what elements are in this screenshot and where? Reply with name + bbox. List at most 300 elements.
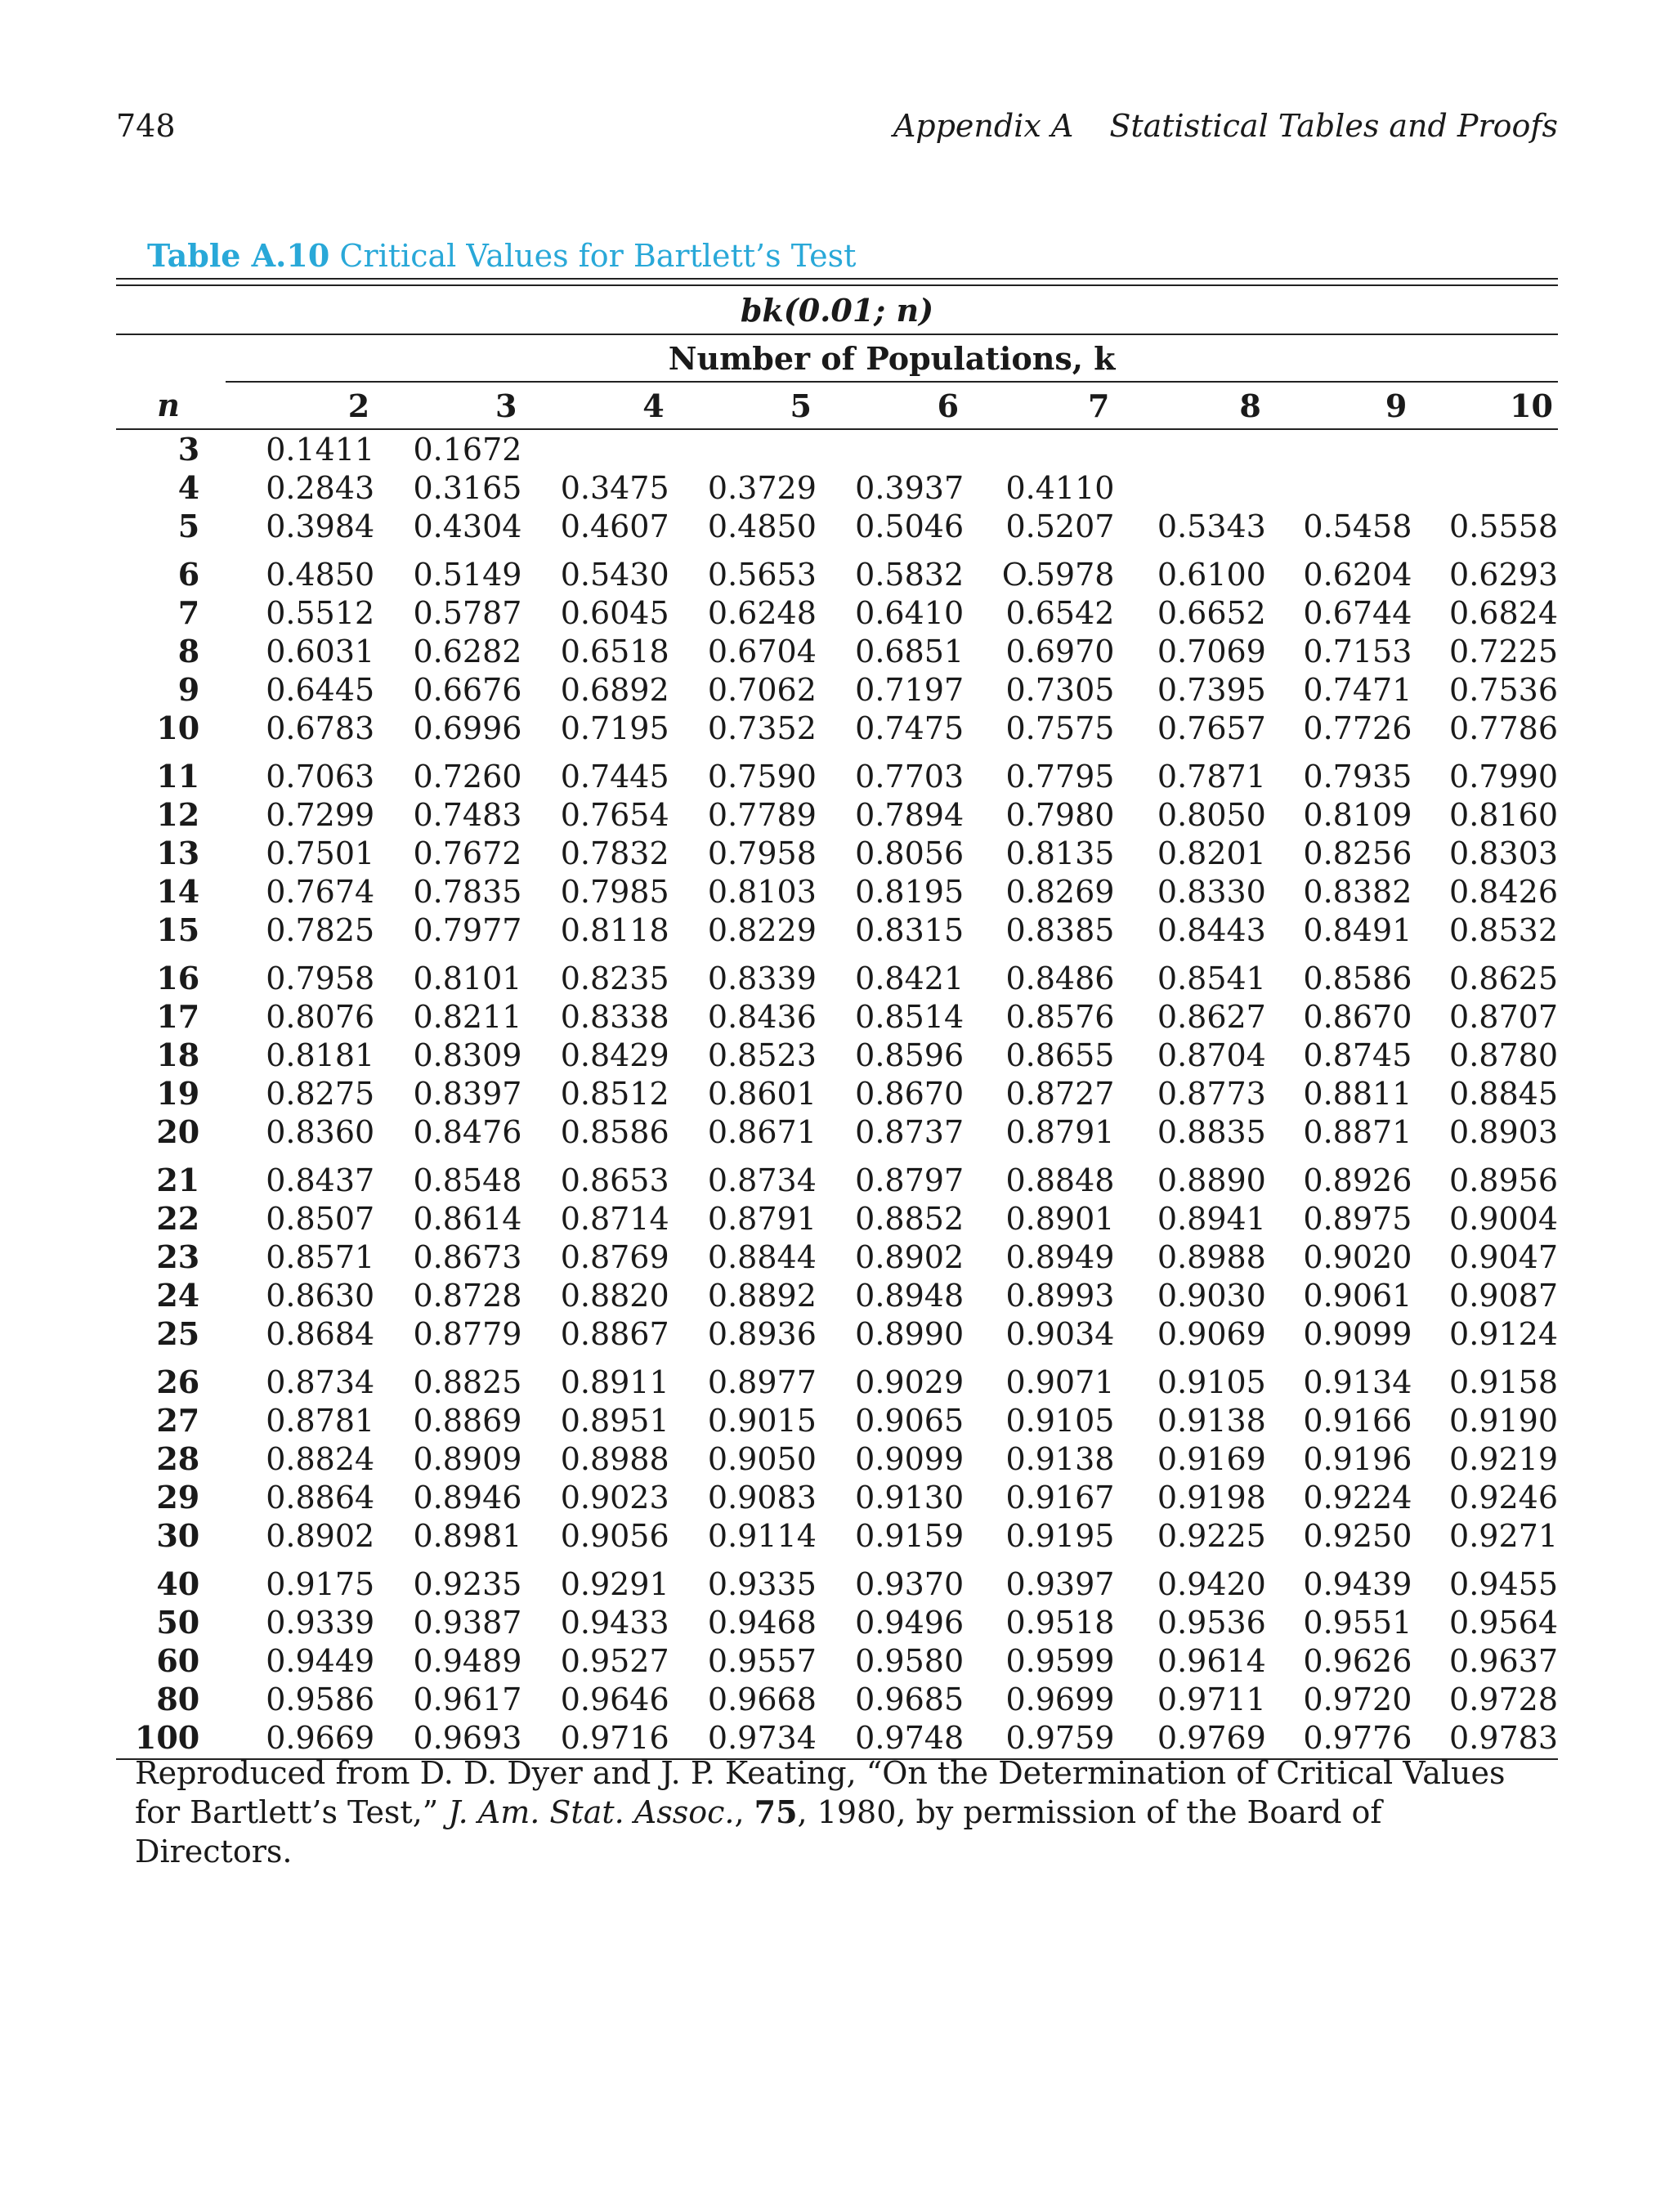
table-cell: 0.8811	[1303, 1075, 1412, 1112]
table-cell: 0.8988	[560, 1440, 669, 1477]
table-cell: 0.8779	[413, 1315, 522, 1352]
table-cell: 0.8988	[1157, 1238, 1266, 1275]
row-n-label: 19	[156, 1075, 200, 1112]
table-cell: 0.8571	[266, 1238, 375, 1275]
table-cell: 0.8076	[266, 998, 375, 1035]
table-cell: 0.4304	[413, 508, 522, 544]
table-cell: 0.8443	[1157, 911, 1266, 948]
table-cell: 0.2843	[266, 469, 375, 506]
table-cell: 0.8835	[1157, 1113, 1266, 1150]
table-cell: 0.9557	[707, 1642, 817, 1679]
table-cell: 0.1411	[266, 431, 375, 468]
table-cell: 0.7871	[1157, 758, 1266, 795]
table-cell: 0.8229	[707, 911, 817, 948]
table-cell: 0.7654	[560, 796, 669, 833]
table-cell: 0.8523	[707, 1037, 817, 1073]
table-cell: 0.8845	[1449, 1075, 1558, 1112]
table-cell: 0.6744	[1303, 594, 1412, 631]
table-row	[116, 1238, 1558, 1276]
column-header-k: 5	[669, 382, 817, 429]
table-row	[116, 1680, 1558, 1718]
table-cell: 0.8135	[1005, 835, 1115, 871]
table-cell: 0.8948	[855, 1277, 965, 1314]
table-cell: 0.9235	[413, 1565, 522, 1602]
table-cell: 0.9551	[1303, 1604, 1412, 1641]
table-cell: 0.7832	[560, 835, 669, 871]
table-cell: 0.9716	[560, 1719, 669, 1756]
table-cell: 0.8576	[1005, 998, 1115, 1035]
table-row	[116, 1314, 1558, 1353]
table-cell: 0.8256	[1303, 835, 1412, 871]
table-row	[116, 1641, 1558, 1680]
table-cell: 0.8512	[560, 1075, 669, 1112]
table-cell: 0.8901	[1005, 1200, 1115, 1237]
table-row	[116, 1036, 1558, 1074]
table-cell: 0.8339	[707, 960, 817, 996]
table-cell: 0.9668	[707, 1681, 817, 1717]
table-cell: 0.9420	[1157, 1565, 1266, 1602]
table-cell: 0.6676	[413, 671, 522, 708]
table-cell: 0.8975	[1303, 1200, 1412, 1237]
table-cell: 0.8429	[560, 1037, 669, 1073]
table-cell: 0.8869	[413, 1402, 522, 1439]
table-cell: 0.8820	[560, 1277, 669, 1314]
table-cell: 0.8911	[560, 1363, 669, 1400]
footnote-text-2: , 1980, by permission of the Board of Directors.	[135, 1794, 1382, 1869]
table-cell: 0.7835	[413, 873, 522, 910]
table-row	[116, 709, 1558, 747]
row-n-label: 23	[156, 1238, 200, 1275]
table-cell: 0.8867	[560, 1315, 669, 1352]
row-n-label: 26	[156, 1363, 200, 1400]
table-cell: 0.6248	[707, 594, 817, 631]
table-cell: 0.9646	[560, 1681, 669, 1717]
table-body	[116, 429, 1558, 1757]
table-cell: 0.9339	[266, 1604, 375, 1641]
table-cell: 0.4110	[1005, 469, 1115, 506]
table-cell: 0.7305	[1005, 671, 1115, 708]
table-cell: 0.9433	[560, 1604, 669, 1641]
table-cell: 0.8946	[413, 1479, 522, 1516]
table-cell	[1412, 468, 1558, 507]
table-cell: 0.9065	[855, 1402, 965, 1439]
table-cell: 0.9564	[1449, 1604, 1558, 1641]
table-cell: 0.8864	[266, 1479, 375, 1516]
row-n-label: 21	[156, 1162, 200, 1198]
table-cell: 0.8103	[707, 873, 817, 910]
table-cell: 0.8109	[1303, 796, 1412, 833]
table-cell: 0.8385	[1005, 911, 1115, 948]
table-row	[116, 1113, 1558, 1151]
table-cell: 0.9124	[1449, 1315, 1558, 1352]
table-row	[116, 1478, 1558, 1516]
table-cell: 0.9167	[1005, 1479, 1115, 1516]
table-cell: 0.9069	[1157, 1315, 1266, 1352]
table-cell: 0.8586	[1303, 960, 1412, 996]
table-cell: 0.9439	[1303, 1565, 1412, 1602]
table-row	[116, 1555, 1558, 1603]
table-cell: 0.9134	[1303, 1363, 1412, 1400]
table-cell: 0.8269	[1005, 873, 1115, 910]
column-header-k: 9	[1266, 382, 1412, 429]
table-cell: 0.7726	[1303, 710, 1412, 746]
table-cell: 0.8737	[855, 1113, 965, 1150]
table-row	[116, 1440, 1558, 1478]
row-n-label: 7	[177, 594, 200, 631]
table-cell: 0.8892	[707, 1277, 817, 1314]
table-row	[116, 632, 1558, 670]
column-header-k: 8	[1114, 382, 1265, 429]
table-cell: 0.9748	[855, 1719, 965, 1756]
table-cell: 0.6045	[560, 594, 669, 631]
statistic-label: bk(0.01; n)	[116, 286, 1558, 334]
row-n-label: 29	[156, 1479, 200, 1516]
column-header-k: 10	[1412, 382, 1558, 429]
table-cell: 0.9711	[1157, 1681, 1266, 1717]
table-cell: 0.9769	[1157, 1719, 1266, 1756]
footnote-journal: J. Am. Stat. Assoc.	[448, 1794, 735, 1830]
table-cell: 0.5046	[855, 508, 965, 544]
table-cell: 0.9699	[1005, 1681, 1115, 1717]
table-cell: 0.9614	[1157, 1642, 1266, 1679]
table-cell: 0.7445	[560, 758, 669, 795]
table-row	[116, 593, 1558, 632]
row-n-label: 17	[156, 998, 200, 1035]
table-cell: 0.9536	[1157, 1604, 1266, 1641]
table-row	[116, 872, 1558, 911]
row-n-label: 20	[156, 1113, 200, 1150]
row-n-label: 15	[156, 911, 200, 948]
table-cell: 0.9195	[1005, 1517, 1115, 1554]
table-cell: 0.5430	[560, 556, 669, 593]
table-cell: 0.6970	[1005, 633, 1115, 669]
row-n-label: 28	[156, 1440, 200, 1477]
footnote-text-1: Reproduced from D. D. Dyer and J. P. Keating, “On the Determination of Critical Values for Bartlett’s Test,”	[135, 1755, 1506, 1830]
table-cell: 0.8670	[855, 1075, 965, 1112]
table-cell: 0.8902	[266, 1517, 375, 1554]
table-row	[116, 1353, 1558, 1401]
table-cell: 0.8780	[1449, 1037, 1558, 1073]
table-cell: 0.9071	[1005, 1363, 1115, 1400]
table-cell: 0.8627	[1157, 998, 1266, 1035]
table-cell: 0.8476	[413, 1113, 522, 1150]
page-number: 748	[116, 108, 176, 144]
table-cell: 0.7990	[1449, 758, 1558, 795]
table-cell: 0.7501	[266, 835, 375, 871]
table-cell: 0.8101	[413, 960, 522, 996]
table-cell	[669, 429, 817, 468]
table-cell: 0.9004	[1449, 1200, 1558, 1237]
table-cell: 0.4607	[560, 508, 669, 544]
table-cell: 0.8936	[707, 1315, 817, 1352]
running-head-appendix: Appendix A	[893, 108, 1074, 144]
table-cell: 0.8315	[855, 911, 965, 948]
table-cell: 0.9250	[1303, 1517, 1412, 1554]
table-cell: 0.7894	[855, 796, 965, 833]
row-n-label: 25	[156, 1315, 200, 1352]
table-cell: 0.8844	[707, 1238, 817, 1275]
table-caption-title: Critical Values for Bartlett’s Test	[339, 238, 857, 274]
table-cell: 0.7153	[1303, 633, 1412, 669]
table-cell: 0.9099	[1303, 1315, 1412, 1352]
table-cell: 0.7789	[707, 796, 817, 833]
table-cell: 0.6518	[560, 633, 669, 669]
table-cell: 0.9029	[855, 1363, 965, 1400]
table-cell: 0.9166	[1303, 1402, 1412, 1439]
table-cell: 0.4850	[266, 556, 375, 593]
table-cell: 0.3984	[266, 508, 375, 544]
table-cell: 0.8902	[855, 1238, 965, 1275]
table-cell: 0.8382	[1303, 873, 1412, 910]
row-n-label: 16	[156, 960, 200, 996]
table-cell: 0.8181	[266, 1037, 375, 1073]
table-row	[116, 507, 1558, 545]
table-cell: 0.6293	[1449, 556, 1558, 593]
table-cell: 0.8426	[1449, 873, 1558, 910]
table-cell: 0.5512	[266, 594, 375, 631]
table-cell: 0.8734	[707, 1162, 817, 1198]
table-cell: 0.9030	[1157, 1277, 1266, 1314]
table-cell	[1266, 429, 1412, 468]
running-head-title: Statistical Tables and Proofs	[1109, 108, 1558, 144]
table-cell: 0.8625	[1449, 960, 1558, 996]
table-cell: 0.8951	[560, 1402, 669, 1439]
table-cell: 0.8486	[1005, 960, 1115, 996]
table-cell: 0.9580	[855, 1642, 965, 1679]
row-n-label: 11	[156, 758, 200, 795]
group-label: Number of Populations, k	[226, 334, 1558, 382]
table-cell: 0.7062	[707, 671, 817, 708]
table-cell: 0.7475	[855, 710, 965, 746]
table-cell: 0.9083	[707, 1479, 817, 1516]
table-cell: 0.8673	[413, 1238, 522, 1275]
table-row	[116, 834, 1558, 872]
table-row	[116, 468, 1558, 507]
table-cell: 0.3475	[560, 469, 669, 506]
table-cell: 0.7395	[1157, 671, 1266, 708]
table-cell: 0.8436	[707, 998, 817, 1035]
table-cell: 0.9335	[707, 1565, 817, 1602]
table-cell: 0.9291	[560, 1565, 669, 1602]
table-cell: 0.7935	[1303, 758, 1412, 795]
table-cell: 0.8437	[266, 1162, 375, 1198]
table-cell: 0.9685	[855, 1681, 965, 1717]
table-cell: 0.7483	[413, 796, 522, 833]
table-cell: 0.8235	[560, 960, 669, 996]
table-cell: 0.8514	[855, 998, 965, 1035]
table-cell: 0.9617	[413, 1681, 522, 1717]
critical-values-table	[116, 278, 1558, 1760]
table-row	[116, 911, 1558, 949]
row-n-label: 24	[156, 1277, 200, 1314]
table-cell: 0.8118	[560, 911, 669, 948]
table-cell: 0.7260	[413, 758, 522, 795]
row-n-label: 50	[156, 1604, 200, 1641]
table-row	[116, 1516, 1558, 1555]
column-header-k: 6	[817, 382, 964, 429]
table-cell: 0.8714	[560, 1200, 669, 1237]
table-cell: 0.8956	[1449, 1162, 1558, 1198]
table-cell: 0.7225	[1449, 633, 1558, 669]
table-cell: 0.7575	[1005, 710, 1115, 746]
column-header-k: 3	[374, 382, 521, 429]
table-cell: 0.9056	[560, 1517, 669, 1554]
table-cell: 0.9047	[1449, 1238, 1558, 1275]
table-cell: 0.9099	[855, 1440, 965, 1477]
table-cell: 0.8586	[560, 1113, 669, 1150]
table-cell: 0.5558	[1449, 508, 1558, 544]
table-cell: 0.5653	[707, 556, 817, 593]
table-cell: 0.7657	[1157, 710, 1266, 746]
table-cell: 0.8655	[1005, 1037, 1115, 1073]
table-cell: 0.9114	[707, 1517, 817, 1554]
table-cell: 0.9527	[560, 1642, 669, 1679]
table-cell: 0.5207	[1005, 508, 1115, 544]
table-cell: 0.7299	[266, 796, 375, 833]
table-cell: 0.8707	[1449, 998, 1558, 1035]
table-cell: 0.7980	[1005, 796, 1115, 833]
table-cell: 0.8990	[855, 1315, 965, 1352]
row-n-label: 30	[156, 1517, 200, 1554]
table-cell: 0.9050	[707, 1440, 817, 1477]
table-cell: 0.9693	[413, 1719, 522, 1756]
table-cell: 0.8275	[266, 1075, 375, 1112]
row-n-label: 60	[156, 1642, 200, 1679]
row-n-label: 18	[156, 1037, 200, 1073]
table-cell: 0.8541	[1157, 960, 1266, 996]
table-cell: 0.8728	[413, 1277, 522, 1314]
table-cell: 0.7197	[855, 671, 965, 708]
table-cell: 0.7795	[1005, 758, 1115, 795]
table-cell: 0.6704	[707, 633, 817, 669]
row-n-label: 8	[177, 633, 200, 669]
row-n-label: 80	[156, 1681, 200, 1717]
table-cell: 0.9105	[1157, 1363, 1266, 1400]
table-cell: 0.7985	[560, 873, 669, 910]
table-cell	[1412, 429, 1558, 468]
table-cell: 0.8614	[413, 1200, 522, 1237]
table-cell: 0.7977	[413, 911, 522, 948]
table-cell: 0.8704	[1157, 1037, 1266, 1073]
table-cell: 0.8491	[1303, 911, 1412, 948]
table-cell: 0.3937	[855, 469, 965, 506]
table-cell: 0.9468	[707, 1604, 817, 1641]
table-cell	[817, 429, 964, 468]
table-cell: 0.8309	[413, 1037, 522, 1073]
table-cell: 0.8211	[413, 998, 522, 1035]
table-cell: 0.9087	[1449, 1277, 1558, 1314]
table-cell: 0.8769	[560, 1238, 669, 1275]
table-cell: 0.9397	[1005, 1565, 1115, 1602]
row-n-label: 40	[156, 1565, 200, 1602]
table-row	[116, 747, 1558, 795]
table-row	[116, 795, 1558, 834]
table-cell: 0.8050	[1157, 796, 1266, 833]
table-cell: 0.8824	[266, 1440, 375, 1477]
table-row	[116, 997, 1558, 1036]
table-cell: 0.9175	[266, 1565, 375, 1602]
table-cell: 0.5787	[413, 594, 522, 631]
table-cell: 0.8890	[1157, 1162, 1266, 1198]
table-cell: 0.9196	[1303, 1440, 1412, 1477]
table-cell: 0.8909	[413, 1440, 522, 1477]
table-cell: 0.8871	[1303, 1113, 1412, 1150]
table-cell: 0.8160	[1449, 796, 1558, 833]
table-cell	[1114, 468, 1265, 507]
table-cell: 0.9387	[413, 1604, 522, 1641]
table-cell: 0.8734	[266, 1363, 375, 1400]
table-row	[116, 1151, 1558, 1199]
table-cell: 0.6100	[1157, 556, 1266, 593]
table-cell: 0.6892	[560, 671, 669, 708]
table-cell: 0.8338	[560, 998, 669, 1035]
table-cell: 0.9271	[1449, 1517, 1558, 1554]
table-cell: 0.8949	[1005, 1238, 1115, 1275]
table-caption-label: Table A.10	[147, 237, 330, 274]
table-cell: 0.9776	[1303, 1719, 1412, 1756]
table-cell: 0.9023	[560, 1479, 669, 1516]
table-cell: 0.9246	[1449, 1479, 1558, 1516]
table-cell: 0.8797	[855, 1162, 965, 1198]
table-row	[116, 1074, 1558, 1113]
table-cell: 0.3729	[707, 469, 817, 506]
table-cell: 0.9034	[1005, 1315, 1115, 1352]
table-cell: 0.6542	[1005, 594, 1115, 631]
table-cell: 0.8926	[1303, 1162, 1412, 1198]
table-cell: 0.8727	[1005, 1075, 1115, 1112]
table-cell: 0.9586	[266, 1681, 375, 1717]
table-cell	[964, 429, 1114, 468]
table-cell: 0.8791	[1005, 1113, 1115, 1150]
table-cell: 0.7352	[707, 710, 817, 746]
row-n-label: 9	[177, 671, 200, 708]
row-n-label: 5	[177, 508, 200, 544]
table-cell: 0.8791	[707, 1200, 817, 1237]
table-cell: 0.6783	[266, 710, 375, 746]
table-cell: 0.8548	[413, 1162, 522, 1198]
row-n-label: 12	[156, 796, 200, 833]
row-n-label: 10	[156, 710, 200, 746]
table-row	[116, 1603, 1558, 1641]
table-row	[116, 429, 1558, 468]
table-row	[116, 949, 1558, 997]
table-cell: 0.6445	[266, 671, 375, 708]
page-header	[116, 108, 1558, 152]
row-n-label: 27	[156, 1402, 200, 1439]
table-cell: 0.7590	[707, 758, 817, 795]
table-cell: 0.9759	[1005, 1719, 1115, 1756]
table-row	[116, 1276, 1558, 1314]
table-cell: 0.7958	[266, 960, 375, 996]
source-footnote: Reproduced from D. D. Dyer and J. P. Keating, “On the Determination of Critical Values for Bartlett’s Test,” J. Am. Stat. Assoc., 75, 1980, by permission of the Board of Directors.	[135, 1755, 1506, 1869]
table-cell: 0.7703	[855, 758, 965, 795]
table-row	[116, 545, 1558, 593]
table-cell: 0.5149	[413, 556, 522, 593]
row-n-label: 100	[134, 1719, 200, 1756]
table-cell: 0.9626	[1303, 1642, 1412, 1679]
table-cell: 0.9130	[855, 1479, 965, 1516]
table-cell: 0.8360	[266, 1113, 375, 1150]
table-cell: 0.9225	[1157, 1517, 1266, 1554]
table-cell: 0.7674	[266, 873, 375, 910]
table-cell: 0.9455	[1449, 1565, 1558, 1602]
table-cell: 0.7786	[1449, 710, 1558, 746]
table-cell: 0.6204	[1303, 556, 1412, 593]
table-cell: 0.3165	[413, 469, 522, 506]
table-cell: 0.8773	[1157, 1075, 1266, 1112]
table-cell: 0.9599	[1005, 1642, 1115, 1679]
table-cell: 0.5458	[1303, 508, 1412, 544]
